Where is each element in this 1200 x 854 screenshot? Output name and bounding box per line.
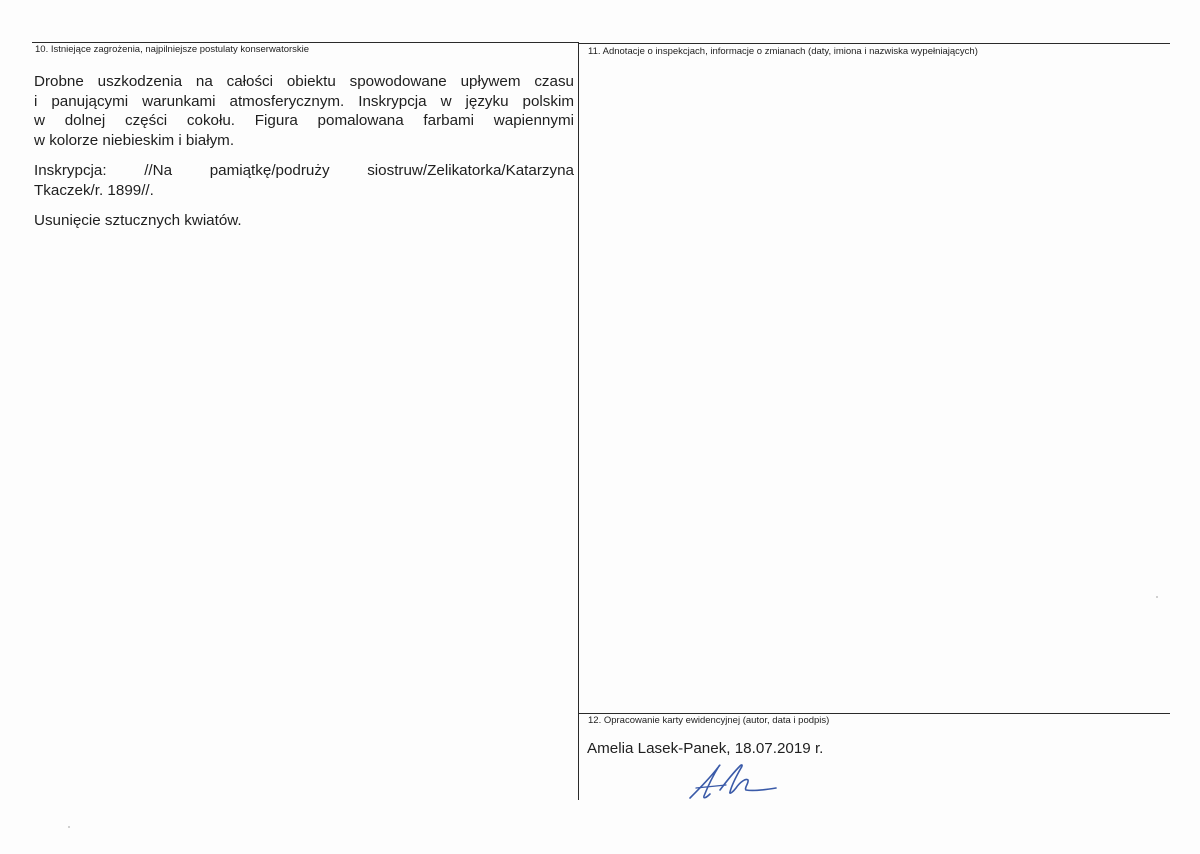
signature-image — [686, 760, 782, 802]
top-rule-left — [32, 42, 578, 43]
postulate-text — [34, 211, 574, 231]
damage-line-4: w kolorze niebieskim i białym. — [34, 131, 235, 149]
inscription-line-2: Tkaczek/r. 1899//. — [34, 181, 154, 199]
top-rule-right — [578, 43, 1170, 44]
author-date: Amelia Lasek-Panek, 18.07.2019 r. — [587, 740, 824, 757]
scan-speck — [68, 826, 70, 828]
section11-label: 11. Adnotacje o inspekcjach, informacje o zmianach (daty, imiona i nazwiska wypełniających) — [588, 46, 978, 57]
damage-line-1: Drobne uszkodzenia na całości obiektu spowodowane upływem czasu — [34, 73, 574, 90]
inscription-text — [34, 161, 574, 200]
damage-line-2: i panującymi warunkami atmosferycznym. Inskrypcja w języku polskim — [34, 92, 574, 110]
damage-description — [34, 72, 574, 150]
section10-content — [34, 72, 574, 242]
damage-line-3: w dolnej części cokołu. Figura pomalowana farbami wapiennymi — [34, 112, 574, 129]
inscription-line-1: Inskrypcja: //Na pamiątkę/podruży siostruw/Zelikatorka/Katarzyna — [34, 162, 574, 179]
scan-speck — [1156, 596, 1158, 598]
section12-rule — [578, 713, 1170, 714]
section12-label: 12. Opracowanie karty ewidencyjnej (autor, data i podpis) — [588, 715, 830, 726]
section10-label: 10. Istniejące zagrożenia, najpilniejsze postulaty konserwatorskie — [35, 44, 310, 55]
postulate-line-1: Usunięcie sztucznych kwiatów. — [34, 212, 242, 229]
column-divider — [578, 42, 579, 800]
